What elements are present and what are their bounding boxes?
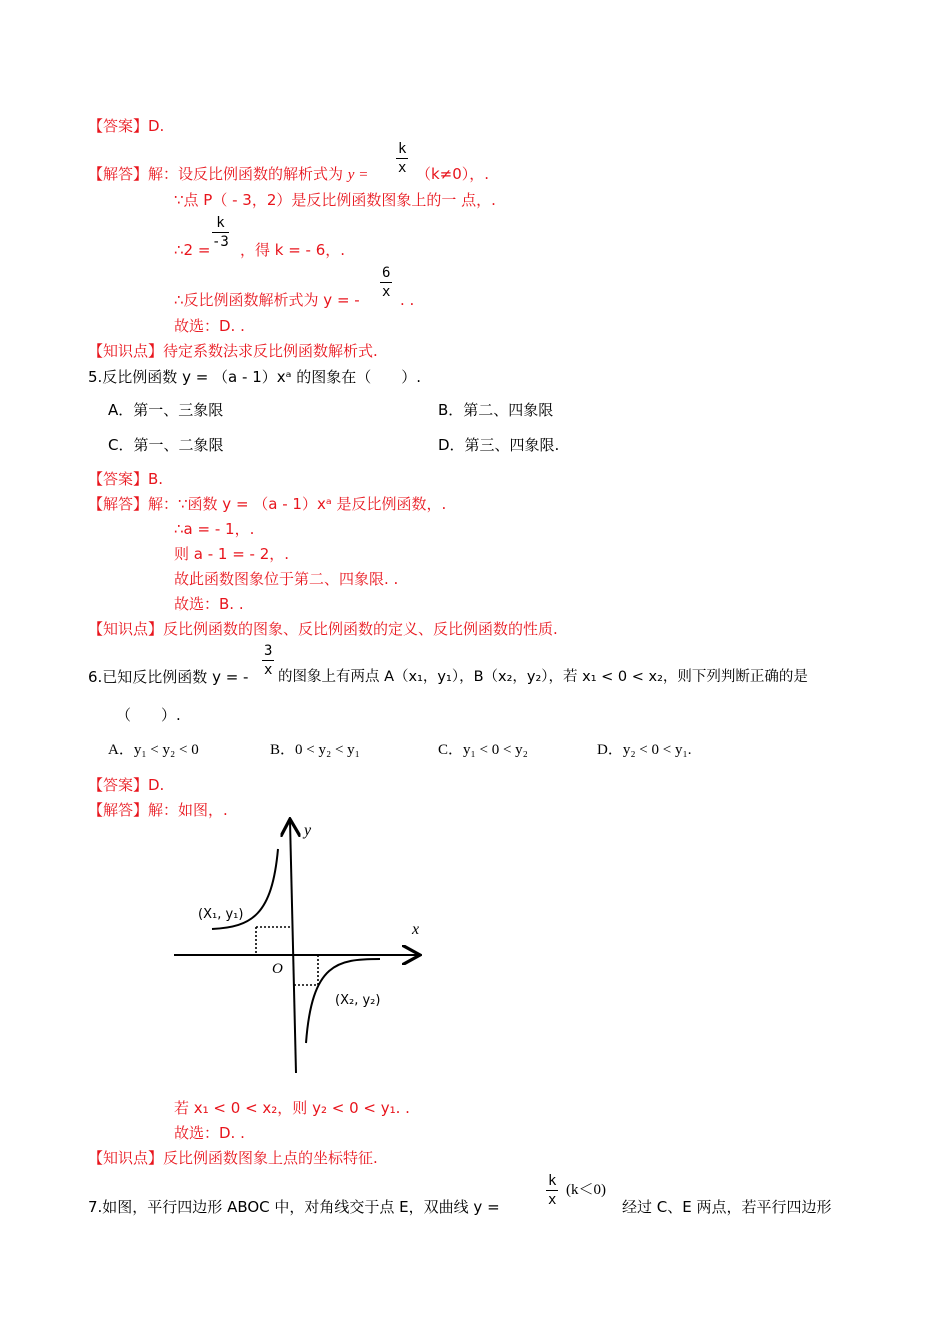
question-stem: 6.已知反比例函数 y = - [88, 668, 249, 686]
question-stem: 5.反比例函数 y = （a - 1）xᵃ 的图象在（ ）. [88, 368, 422, 386]
question-blank: （ ）. [116, 706, 181, 724]
solution-step: ∴反比例函数解析式为 y = - [174, 291, 360, 309]
condition-text: (k＜0) [566, 1182, 606, 1198]
option-a: A．第一、三象限 [108, 401, 224, 419]
solution-step: ，得 k = - 6，. [240, 241, 346, 259]
fraction-3-over-x: $\frac{3}{x}$ [264, 643, 273, 678]
solution-step: ∴2 = [174, 241, 211, 259]
solution-step: 若 x₁ < 0 < x₂，则 y₂ < 0 < y₁. . [174, 1099, 410, 1117]
option-b: B．第二、四象限 [438, 401, 554, 419]
answer-label: 【答案】B. [88, 470, 164, 488]
question-stem-cont: 的图象上有两点 A（x₁，y₁），B（x₂，y₂），若 x₁ < 0 < x₂，则下列判断正确的是 [278, 669, 808, 685]
solution-step: ∴a = - 1，. [174, 520, 255, 538]
solution-choose: 故选：D. . [174, 1124, 245, 1142]
axis-x-label: x [412, 921, 420, 938]
axis-y-label: y [304, 822, 312, 839]
fraction-6-over-x: $\frac{6}{x}$ [382, 265, 391, 300]
fraction-k-over-x: $\frac{k}{x}$ [398, 141, 407, 176]
option-d: D．y₂ < 0 < y₁. [597, 742, 692, 758]
fraction-k-over-x: $\frac{k}{x}$ [548, 1173, 557, 1208]
answer-label: 【答案】D. [88, 776, 165, 794]
solution-intro: 【解答】解：如图，. [88, 801, 228, 819]
solution-step: 则 a - 1 = - 2，. [174, 545, 290, 563]
knowledge-point: 【知识点】反比例函数图象上点的坐标特征. [88, 1149, 378, 1167]
option-c: C．第一、二象限 [108, 436, 224, 454]
origin-label: O [272, 961, 283, 977]
knowledge-point: 【知识点】待定系数法求反比例函数解析式. [88, 342, 378, 360]
solution-step: . . [400, 291, 415, 309]
option-a: A．y₁ < y₂ < 0 [108, 742, 199, 758]
solution-intro: 【解答】解：设反比例函数的解析式为 y = [88, 165, 369, 183]
question-stem: 7.如图，平行四边形 ABOC 中，对角线交于点 E，双曲线 y = [88, 1198, 500, 1216]
solution-choose: 故选：B. . [174, 595, 244, 613]
solution-choose: 故选：D. . [174, 317, 245, 335]
option-c: C．y₁ < 0 < y₂ [438, 742, 528, 758]
solution-intro: 【解答】解：∵函数 y = （a - 1）xᵃ 是反比例函数，. [88, 495, 447, 513]
point1-label: (X₁, y₁) [198, 907, 244, 922]
option-b: B．0 < y₂ < y₁ [270, 742, 360, 758]
point2-label: (X₂, y₂) [335, 993, 381, 1008]
fraction-k-over-neg3: $\frac{k}{-3}$ [212, 215, 229, 250]
answer-label: 【答案】D. [88, 117, 165, 135]
solution-step: 故此函数图象位于第二、四象限. . [174, 570, 399, 588]
solution-step: ∵点 P（ - 3，2）是反比例函数图象上的一 点，. [174, 191, 496, 209]
option-d: D．第三、四象限. [438, 436, 560, 454]
hyperbola-figure [172, 815, 427, 1080]
knowledge-point: 【知识点】反比例函数的图象、反比例函数的定义、反比例函数的性质. [88, 620, 558, 638]
question-stem-cont: 经过 C、E 两点，若平行四边形 [622, 1198, 832, 1216]
condition-text: （k≠0），. [416, 165, 490, 183]
